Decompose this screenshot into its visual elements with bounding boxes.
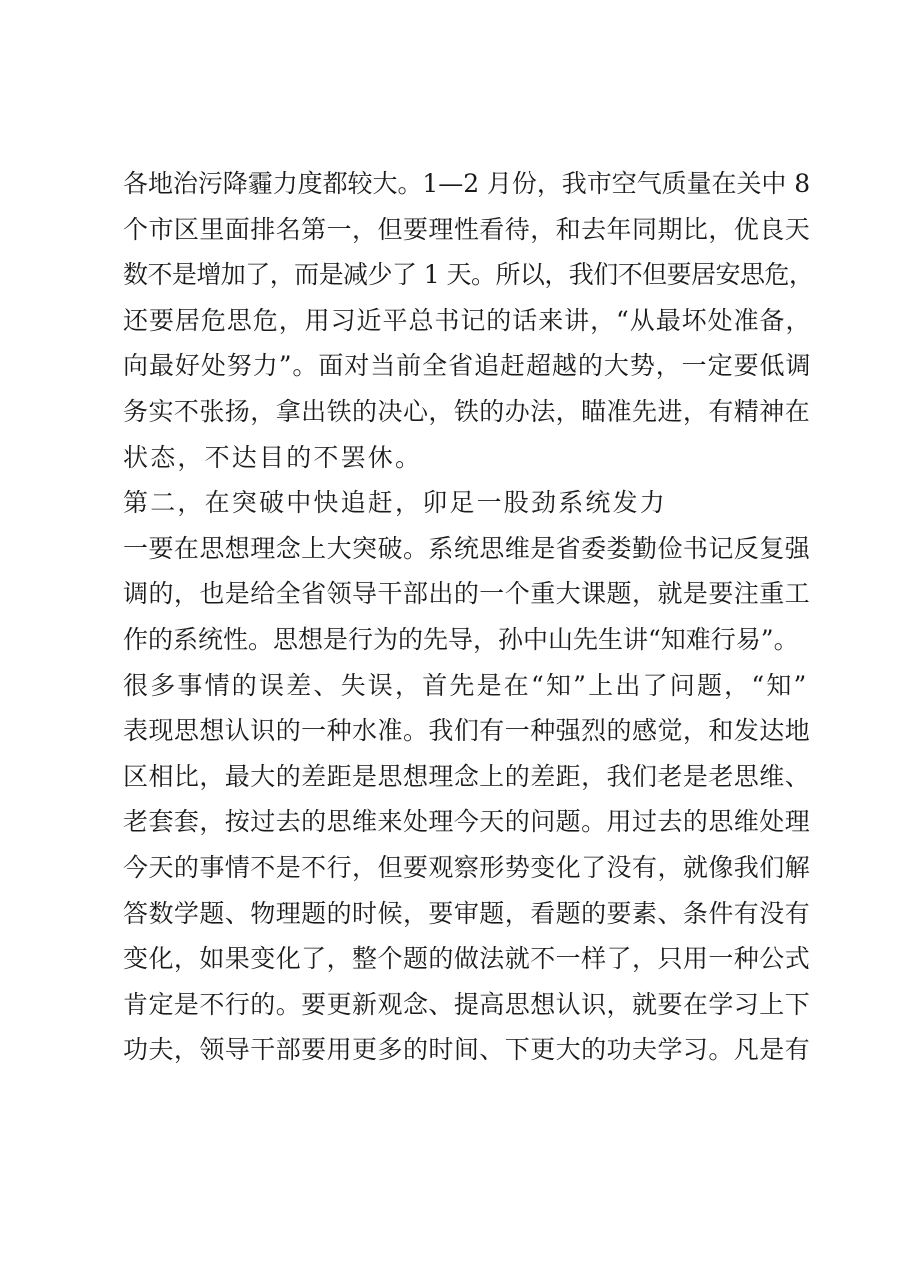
text-line-4: 还要居危思危，用习近平总书记的话来讲，“从最坏处准备， [123,305,812,335]
text-line-14: 区相比，最大的差距是思想理念上的差距，我们老是老思维、 [123,761,811,791]
text-line-16: 今天的事情不是不行，但要观察形势变化了没有，就像我们解 [123,852,811,882]
text-line-3: 数不是增加了，而是减少了 1 天。所以，我们不但要居安思危， [123,260,814,290]
text-line-7: 状态，不达目的不罢休。 [123,442,423,472]
text-line-12: 很多事情的误差、失误，首先是在“知”上出了问题，“知” [123,670,809,700]
text-line-17: 答数学题、物理题的时候，要审题，看题的要素、条件有没有 [123,898,811,928]
section-heading: 第二，在突破中快追赶，卯足一股劲系统发力 [123,488,668,518]
text-line-6: 务实不张扬，拿出铁的决心，铁的办法，瞄准先进，有精神在 [123,396,811,426]
text-line-9: 一要在思想理念上大突破。系统思维是省委娄勤俭书记反复强 [123,533,811,563]
text-line-1: 各地治污降霾力度都较大。1—2 月份，我市空气质量在关中 8 [123,169,811,198]
text-line-11: 作的系统性。思想是行为的先导，孙中山先生讲“知难行易”。 [123,624,799,654]
text-line-5: 向最好处努力”。面对当前全省追赶超越的大势，一定要低调 [123,351,812,381]
text-line-19: 肯定是不行的。要更新观念、提高思想认识，就要在学习上下 [123,989,811,1019]
text-line-13: 表现思想认识的一种水准。我们有一种强烈的感觉，和发达地 [123,716,811,746]
body-text [123,161,813,1073]
text-line-10: 调的，也是给全省领导干部出的一个重大课题，就是要注重工 [123,579,811,609]
text-line-18: 变化，如果变化了，整个题的做法就不一样了，只用一种公式 [123,944,811,974]
text-line-15: 老套套，按过去的思维来处理今天的问题。用过去的思维处理 [123,807,811,837]
text-line-20: 功夫，领导干部要用更多的时间、下更大的功夫学习。凡是有 [123,1035,811,1065]
text-line-2: 个市区里面排名第一，但要理性看待，和去年同期比，优良天 [123,214,811,244]
